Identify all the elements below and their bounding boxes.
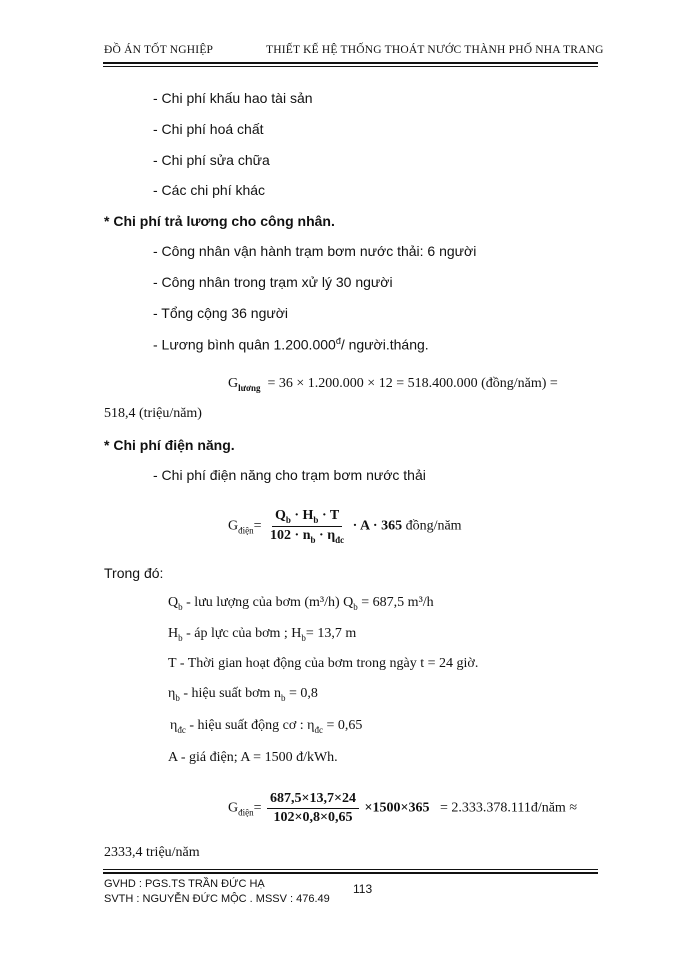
cost-item: - Các chi phí khác xyxy=(153,182,266,198)
footer-svth: SVTH : NGUYỄN ĐỨC MỘC . MSSV : 476.49 xyxy=(104,893,330,905)
calc-fraction: $\frac{687,5\times 13,7\times 24}{102\times 0,8\times 0,65}$ xyxy=(267,791,359,826)
header-rule-thin xyxy=(103,66,598,67)
cost-item: - Chi phí hoá chất xyxy=(153,121,264,137)
electric-formula: $G_{điện}=$ $\frac{Q_b \cdot H_b \cdot T}{102 \cdot n_b \cdot \eta_{đc}}$ · A · 365 đồng/năm xyxy=(228,508,462,545)
electric-intro: - Chi phí điện năng cho trạm bơm nước thải xyxy=(153,467,426,483)
labor-item: - Công nhân trong trạm xử lý 30 người xyxy=(153,274,393,290)
labor-heading: * Chi phí trả lương cho công nhân. xyxy=(104,213,335,229)
footer-gvhd: GVHD : PGS.TS TRẦN ĐỨC HẠ xyxy=(104,878,265,890)
footer-rule-thin xyxy=(103,869,598,870)
page-number: 113 xyxy=(353,882,373,896)
def-row: $Q_b$ - lưu lượng của bơm (m³/h) $Q_b = 687,5$ m³/h xyxy=(168,595,434,612)
electric-fraction: $\frac{Q_b \cdot H_b \cdot T}{102 \cdot n_b \cdot \eta_{đc}}$ xyxy=(270,508,345,545)
def-row: A - giá điện; A = 1500 đ/kWh. xyxy=(168,750,338,765)
labor-item: - Tổng cộng 36 người xyxy=(153,305,289,321)
header-right: THIẾT KẾ HỆ THỐNG THOÁT NƯỚC THÀNH PHỐ NHA TRANG xyxy=(266,44,604,56)
salary-formula: $G_{lương} = 36 \times 1.200.000 \times 12 = 518.400.000$ (đồng/năm) = xyxy=(228,376,558,393)
def-row: $H_b$ - áp lực của bơm ; $H_b= 13,7$ m xyxy=(168,626,357,643)
def-row: $\eta_b$ - hiệu suất bơm $n_b = 0,8$ xyxy=(168,686,318,703)
salary-result: 518,4 (triệu/năm) xyxy=(104,406,202,421)
calc-formula: $G_{điện}=$ $\frac{687,5\times 13,7\times 24}{102\times 0,8\times 0,65}$ ×1500×365 = 2.333.378.111đ/năm ≈ xyxy=(228,791,578,825)
calc-final: 2333,4 triệu/năm xyxy=(104,845,200,860)
labor-item-salary: - Lương bình quân $1.200.000^đ/$ người.tháng. xyxy=(153,336,429,353)
cost-item: - Chi phí khấu hao tài sản xyxy=(153,90,313,106)
header-rule xyxy=(103,62,598,64)
electric-heading: * Chi phí điện năng. xyxy=(104,437,235,453)
where-label: Trong đó: xyxy=(104,565,164,581)
footer-rule xyxy=(103,872,598,874)
labor-item: - Công nhân vận hành trạm bơm nước thải: 6 người xyxy=(153,243,477,259)
def-row: T - Thời gian hoạt động của bơm trong ngày t = 24 giờ. xyxy=(168,656,479,671)
header-left: ĐỒ ÁN TỐT NGHIỆP xyxy=(104,44,214,56)
cost-item: - Chi phí sửa chữa xyxy=(153,152,270,168)
def-row: $\eta_{đc}$ - hiệu suất động cơ : $\eta_{đc} = 0,65$ xyxy=(170,718,363,735)
